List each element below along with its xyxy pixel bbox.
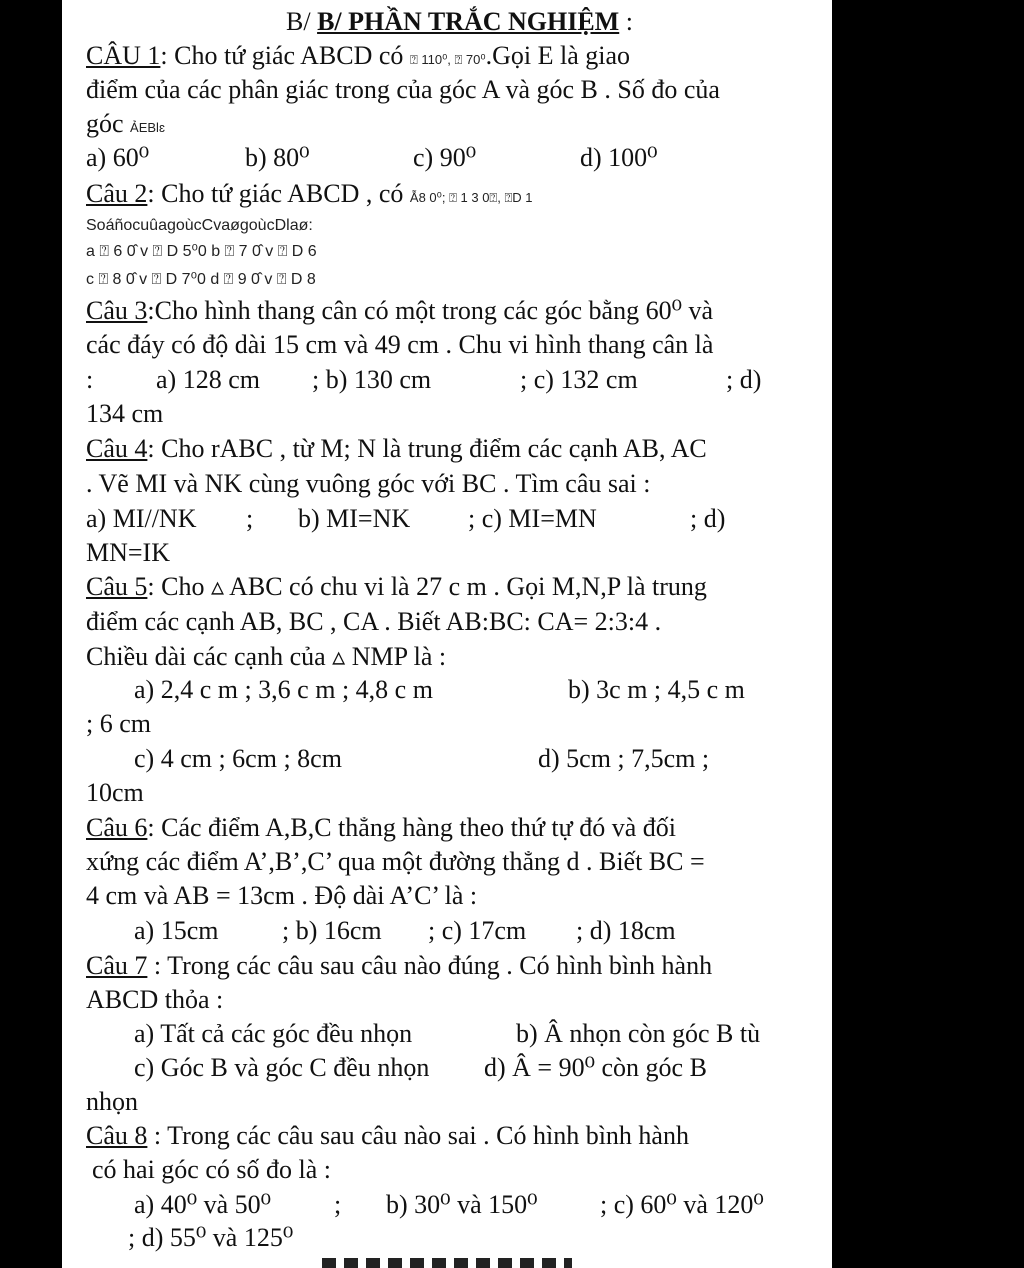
q2-angle-glyph: Ẫ8 0⁰; ⍰ 1 3 0⍰, ⍰D 1 [409, 190, 533, 205]
q1-option-b: b) 80⁰ [245, 143, 310, 172]
q6-line2: xứng các điểm A’,B’,C’ qua một đường thẳng d . Biết BC = [86, 847, 705, 876]
q1-line2: điểm của các phân giác trong của góc A và góc B . Số đo của [86, 75, 720, 104]
q1-label: CÂU 1 [86, 41, 161, 70]
q1-angle-glyph-2: ẢEBlɛ [130, 120, 165, 135]
q4-option-d-cont: MN=IK [86, 538, 170, 567]
q6-line1: Câu 6: Các điểm A,B,C thẳng hàng theo thứ tự đó và đối [86, 813, 677, 842]
q6-label: Câu 6 [86, 813, 148, 842]
q6-option-a: a) 15cm [134, 916, 219, 945]
q6-line3: 4 cm và AB = 13cm . Độ dài A’C’ là : [86, 881, 478, 910]
section-header: B/ B/ PHẦN TRẮC NGHIỆM : [286, 7, 633, 36]
q5-option-c: c) 4 cm ; 6cm ; 8cm [134, 744, 342, 773]
q7-line2: ABCD thỏa : [86, 985, 224, 1014]
q8-option-c: ; c) 60⁰ và 120⁰ [600, 1190, 764, 1219]
q4-label: Câu 4 [86, 434, 148, 463]
q1-option-a: a) 60⁰ [86, 143, 150, 172]
worksheet-page [62, 0, 832, 1268]
q2-options-row1: a ⍰ 6 0̂ v ⍰ D 5⁰0 b ⍰ 7 0̂ v ⍰ D 6 [86, 243, 317, 260]
q3-label: Câu 3 [86, 296, 148, 325]
q7-label: Câu 7 [86, 951, 148, 980]
q7-option-d: d) Â = 90⁰ còn góc B [484, 1053, 707, 1082]
q7-option-c: c) Góc B và góc C đều nhọn [134, 1053, 430, 1082]
q3-option-c: ; c) 132 cm [520, 365, 638, 394]
q8-label: Câu 8 [86, 1121, 148, 1150]
q5-option-a: a) 2,4 c m ; 3,6 c m ; 4,8 c m [134, 675, 433, 704]
q2-garbled-line: SoáñocuûagoùcCvaøgoùcDlaø: [86, 217, 313, 234]
q1-option-c: c) 90⁰ [413, 143, 477, 172]
q8-separator: ; [334, 1190, 342, 1219]
q8-option-a: a) 40⁰ và 50⁰ [134, 1190, 272, 1219]
q3-option-d-cont: 134 cm [86, 399, 164, 428]
q3-colon: : [86, 365, 94, 394]
q2-options-row2: c ⍰ 8 0̂ v ⍰ D 7⁰0 d ⍰ 9 0̂ v ⍰ D 8 [86, 271, 316, 288]
q3-option-d: ; d) [726, 365, 762, 394]
q6-option-d: ; d) 18cm [576, 916, 676, 945]
q8-line2: có hai góc có số đo là : [92, 1155, 331, 1184]
q5-option-b-cont: ; 6 cm [86, 709, 151, 738]
q5-option-d: d) 5cm ; 7,5cm ; [538, 744, 710, 773]
q1-line3: góc ẢEBlɛ [86, 109, 165, 138]
q4-option-a: a) MI//NK [86, 504, 197, 533]
q5-option-b: b) 3c m ; 4,5 c m [568, 675, 745, 704]
q5-line3: Chiều dài các cạnh của ▵ NMP là : [86, 642, 447, 671]
q3-option-a: a) 128 cm [156, 365, 260, 394]
q5-label: Câu 5 [86, 572, 148, 601]
q5-option-d-cont: 10cm [86, 778, 144, 807]
q4-option-b: b) MI=NK [298, 504, 411, 533]
q7-option-d-cont: nhọn [86, 1087, 138, 1116]
q3-option-b: ; b) 130 cm [312, 365, 432, 394]
q8-option-b: b) 30⁰ và 150⁰ [386, 1190, 538, 1219]
q7-line1: Câu 7 : Trong các câu sau câu nào đúng . Có hình bình hành [86, 951, 713, 980]
q8-line1: Câu 8 : Trong các câu sau câu nào sai . Có hình bình hành [86, 1121, 689, 1150]
q1-angle-glyph: ⍰ 110⁰, ⍰ 70⁰ [409, 52, 486, 67]
next-section-header-cutoff [322, 1258, 572, 1268]
q7-option-b: b) Â nhọn còn góc B tù [516, 1019, 761, 1048]
q6-option-c: ; c) 17cm [428, 916, 527, 945]
q4-line1: Câu 4: Cho rABC , từ M; N là trung điểm các cạnh AB, AC [86, 434, 707, 463]
q5-line2: điểm các cạnh AB, BC , CA . Biết AB:BC: CA= 2:3:4 . [86, 607, 662, 636]
q4-option-d: ; d) [690, 504, 726, 533]
q2-line1: Câu 2: Cho tứ giác ABCD , có Ẫ8 0⁰; ⍰ 1 3 0⍰, ⍰D 1 [86, 179, 533, 208]
q4-option-c: ; c) MI=MN [468, 504, 597, 533]
q6-option-b: ; b) 16cm [282, 916, 382, 945]
q1-line1: CÂU 1: Cho tứ giác ABCD có ⍰ 110⁰, ⍰ 70⁰.Gọi E là giao [86, 41, 631, 70]
q2-label: Câu 2 [86, 179, 148, 208]
q1-option-d: d) 100⁰ [580, 143, 658, 172]
q8-option-d: ; d) 55⁰ và 125⁰ [128, 1223, 294, 1252]
q5-line1: Câu 5: Cho ▵ ABC có chu vi là 27 c m . Gọi M,N,P là trung [86, 572, 707, 601]
q7-option-a: a) Tất cả các góc đều nhọn [134, 1019, 413, 1048]
q4-separator: ; [246, 504, 254, 533]
q3-line1: Câu 3:Cho hình thang cân có một trong các góc bằng 60⁰ và [86, 296, 714, 325]
q4-line2: . Vẽ MI và NK cùng vuông góc với BC . Tìm câu sai : [86, 469, 651, 498]
q3-line2: các đáy có độ dài 15 cm và 49 cm . Chu vi hình thang cân là [86, 330, 714, 359]
